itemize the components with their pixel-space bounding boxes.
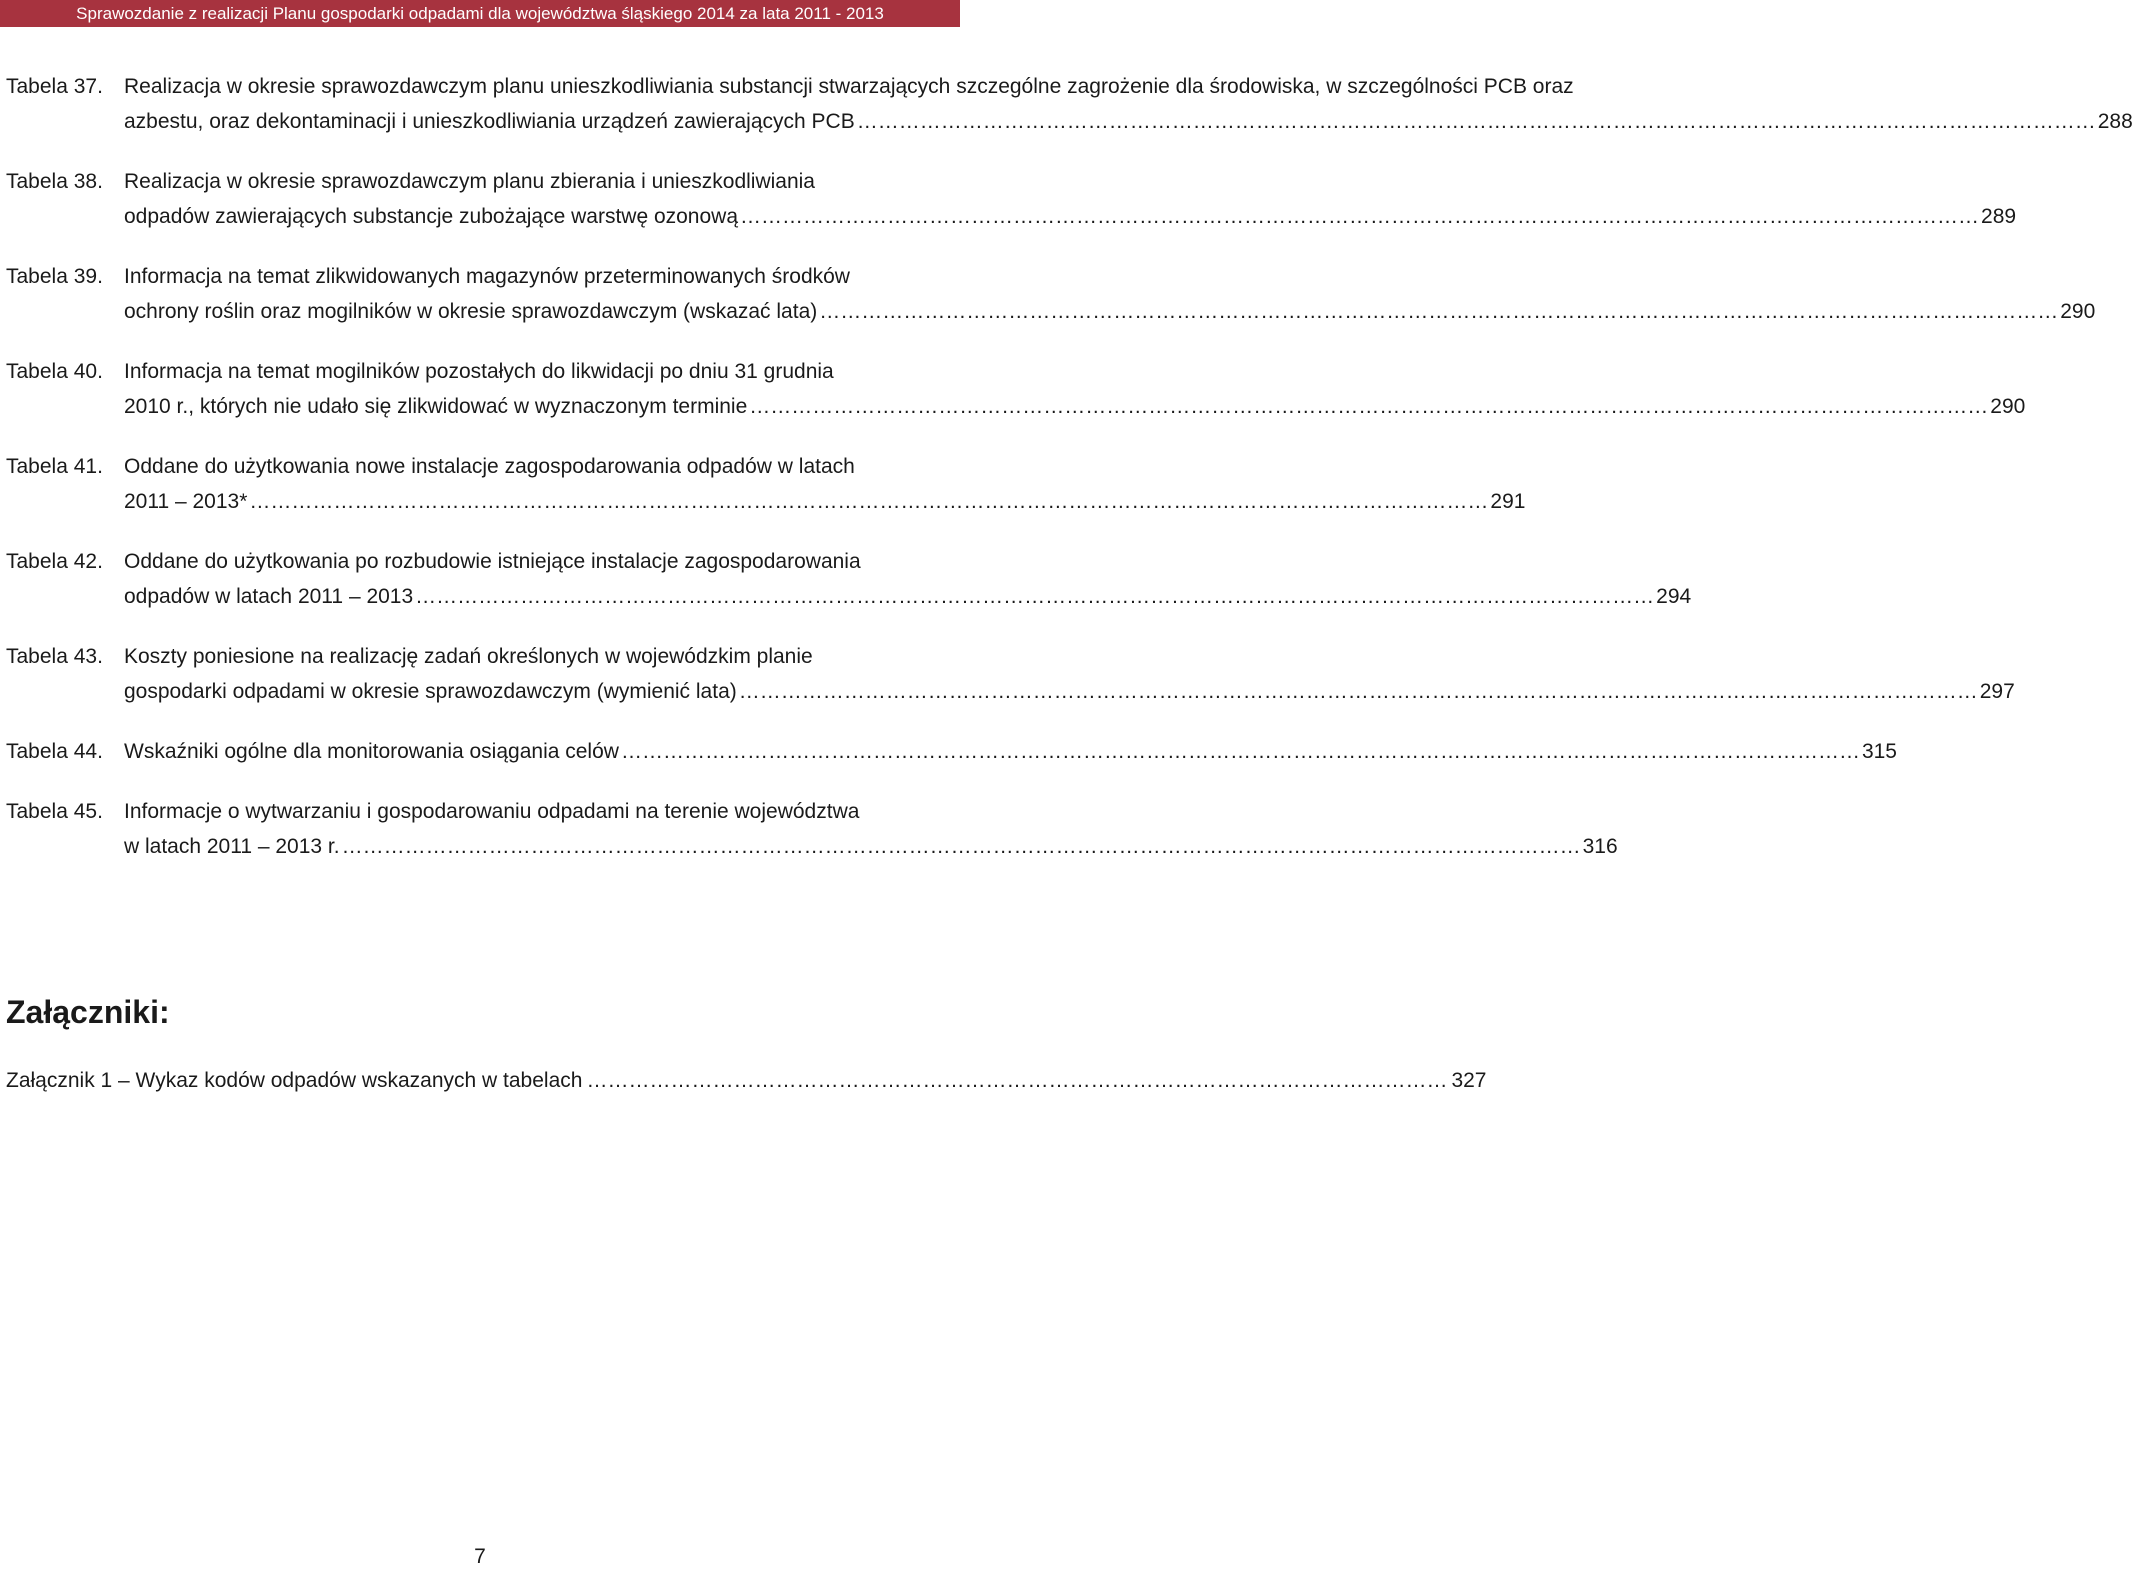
annex-entry-text: Załącznik 1 – Wykaz kodów odpadów wskazanych w tabelach [6, 1069, 583, 1092]
toc-entry-last-line-text: 2010 r., których nie udało się zlikwidować w wyznaczonym terminie [124, 395, 748, 418]
toc-entry-label: Tabela 40. [6, 360, 103, 383]
toc-entry-description: Informacje o wytwarzaniu i gospodarowaniu odpadami na terenie województwa [124, 800, 860, 823]
toc-entry[interactable] [6, 259, 2096, 329]
toc-entry-text [124, 734, 1897, 769]
toc-entry[interactable] [6, 639, 2015, 709]
toc-entry[interactable] [6, 544, 1692, 614]
document-header [0, 0, 960, 27]
toc-entry-last-line [124, 579, 1691, 614]
toc-leader-dots: …………………………………………………………………………………………………………………………………………………………… [740, 205, 1980, 228]
toc-entry-text [124, 449, 1525, 519]
toc-entry-page: 316 [1582, 835, 1618, 858]
toc-leader-dots: …………………………………………………………………………………………………………………………………………………………… [819, 300, 2059, 323]
toc-entry[interactable] [6, 734, 1897, 769]
toc-leader-dots: …………………………………………………………………………………………………………………………………………………………… [341, 835, 1581, 858]
toc-entry[interactable] [6, 794, 1618, 864]
toc-entry[interactable] [6, 164, 2017, 234]
toc-entry-text [124, 544, 1691, 614]
toc-leader-dots: …………………………………………………………………………………………………………………………………………………………… [415, 585, 1655, 608]
annexes-heading: Załączniki: [6, 994, 170, 1030]
toc-entry-last-line [124, 104, 2133, 139]
toc-entry-page: 288 [2097, 110, 2133, 133]
toc-entry-text [124, 354, 2025, 424]
toc-entry-page: 315 [1861, 740, 1897, 763]
toc-entry-text [124, 794, 1618, 864]
toc-entry-last-line-text: 2011 – 2013* [124, 490, 248, 513]
toc-entry-label: Tabela 38. [6, 170, 103, 193]
toc-leader-dots: …………………………………………………………………………………………………………… [586, 1069, 1448, 1092]
toc-entry-last-line [124, 829, 1618, 864]
toc-leader-dots: …………………………………………………………………………………………………………………………………………………………… [738, 680, 1978, 703]
toc-entry-last-line-text: Wskaźniki ogólne dla monitorowania osiągania celów [124, 740, 619, 763]
toc-entry-text [124, 69, 2133, 139]
toc-entry-page: 297 [1979, 680, 2015, 703]
toc-entry-label: Tabela 44. [6, 740, 103, 763]
toc-entry-text [124, 639, 2015, 709]
toc-entry-description: Informacja na temat zlikwidowanych magazynów przeterminowanych środków [124, 265, 850, 288]
document-header-title: Sprawozdanie z realizacji Planu gospodarki odpadami dla województwa śląskiego 2014 za lata 2011 - 2013 [76, 4, 884, 23]
toc-entry-page: 289 [1981, 205, 2017, 228]
toc-leader-dots: …………………………………………………………………………………………………………………………………………………………… [620, 740, 1860, 763]
toc-entry-last-line [124, 199, 2016, 234]
toc-entry-text [124, 164, 2016, 234]
toc-entry-page: 290 [2060, 300, 2096, 323]
toc-entry-last-line [124, 484, 1525, 519]
toc-entry-page: 290 [1990, 395, 2026, 418]
toc-entry-label: Tabela 37. [6, 75, 103, 98]
toc-entry-label: Tabela 43. [6, 645, 103, 668]
toc-entry-last-line-text: azbestu, oraz dekontaminacji i unieszkodliwiania urządzeń zawierających PCB [124, 110, 855, 133]
toc-leader-dots: …………………………………………………………………………………………………………………………………………………………… [856, 110, 2096, 133]
page-number: 7 [474, 1545, 486, 1568]
annex-entry[interactable] [6, 1066, 1487, 1096]
toc-entry-label: Tabela 45. [6, 800, 103, 823]
toc-leader-dots: …………………………………………………………………………………………………………………………………………………………… [749, 395, 1989, 418]
toc-entry-last-line-text: odpadów zawierających substancje zubożające warstwę ozonową [124, 205, 739, 228]
toc-entry-text [124, 259, 2095, 329]
toc-entry-last-line [124, 674, 2015, 709]
toc-entry-description: Oddane do użytkowania nowe instalacje zagospodarowania odpadów w latach [124, 455, 855, 478]
table-of-contents [6, 69, 2133, 889]
toc-entry[interactable] [6, 354, 2026, 424]
toc-entry-label: Tabela 39. [6, 265, 103, 288]
toc-entry-last-line-text: w latach 2011 – 2013 r. [124, 835, 340, 858]
toc-entry-last-line [124, 389, 2025, 424]
annex-entry-page: 327 [1451, 1069, 1487, 1092]
toc-entry[interactable] [6, 449, 1526, 519]
toc-entry-last-line-text: ochrony roślin oraz mogilników w okresie sprawozdawczym (wskazać lata) [124, 300, 818, 323]
toc-entry-description: Koszty poniesione na realizację zadań określonych w wojewódzkim planie [124, 645, 813, 668]
toc-entry-last-line [124, 294, 2095, 329]
toc-entry-label: Tabela 42. [6, 550, 103, 573]
toc-entry-description: Oddane do użytkowania po rozbudowie istniejące instalacje zagospodarowania [124, 550, 861, 573]
toc-leader-dots: …………………………………………………………………………………………………………………………………………………………… [249, 490, 1489, 513]
toc-entry-page: 294 [1656, 585, 1692, 608]
toc-entry-description: Informacja na temat mogilników pozostałych do likwidacji po dniu 31 grudnia [124, 360, 834, 383]
toc-entry-label: Tabela 41. [6, 455, 103, 478]
toc-entry-description: Realizacja w okresie sprawozdawczym planu zbierania i unieszkodliwiania [124, 170, 815, 193]
toc-entry-last-line-text: odpadów w latach 2011 – 2013 [124, 585, 414, 608]
toc-entry-last-line [124, 734, 1897, 769]
toc-entry-description: Realizacja w okresie sprawozdawczym planu unieszkodliwiania substancji stwarzających szczególne zagrożenie dla środowiska, w szczególności PCB oraz [124, 75, 1574, 98]
toc-entry-page: 291 [1490, 490, 1526, 513]
toc-entry[interactable] [6, 69, 2133, 139]
toc-entry-last-line-text: gospodarki odpadami w okresie sprawozdawczym (wymienić lata) [124, 680, 737, 703]
